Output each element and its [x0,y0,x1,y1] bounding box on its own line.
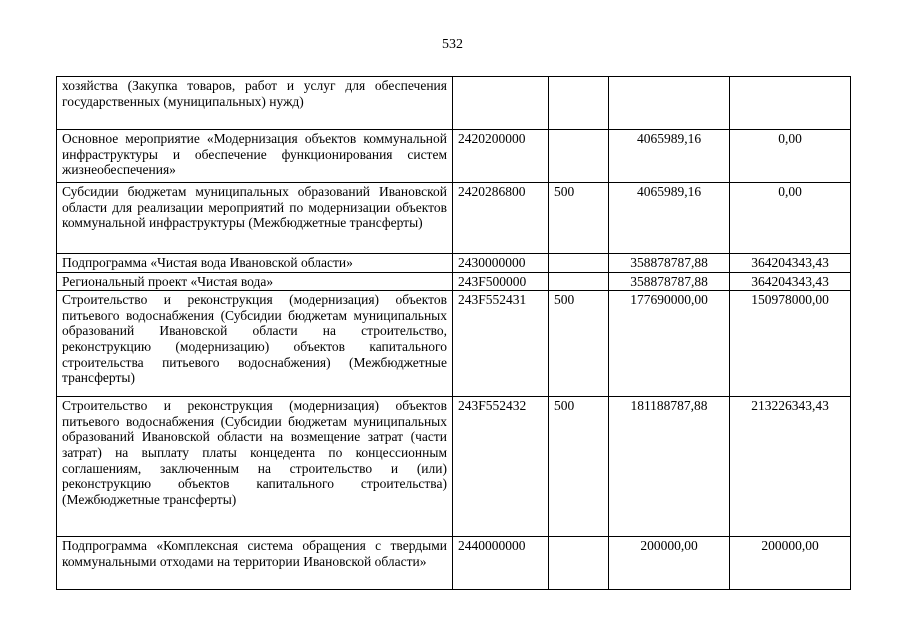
row-amount-1-cell: 177690000,00 [609,291,730,397]
row-code-cell: 2430000000 [453,254,549,273]
row-code-cell: 243F500000 [453,272,549,291]
row-amount-1-cell: 358878787,88 [609,272,730,291]
row-name-cell: Строительство и реконструкция (модернизация) объектов питьевого водоснабжения (Субсидии бюджетам муниципальных образований Ивановской области на строительство, реконструкцию (модернизацию) объектов капитального строительства питьевого водоснабжения) (Межбюджетные трансферты) [57,291,453,397]
row-amount-2-cell: 364204343,43 [730,272,851,291]
row-amount-2-cell: 0,00 [730,130,851,183]
row-code-cell: 2420200000 [453,130,549,183]
row-amount-1-cell: 181188787,88 [609,397,730,537]
row-name-cell: Подпрограмма «Комплексная система обращения с твердыми коммунальными отходами на территории Ивановской области» [57,537,453,590]
row-amount-2-cell: 213226343,43 [730,397,851,537]
row-name-cell: Подпрограмма «Чистая вода Ивановской области» [57,254,453,273]
row-expense-type-cell [549,272,609,291]
row-name-cell: хозяйства (Закупка товаров, работ и услуг для обеспечения государственных (муниципальных) нужд) [57,77,453,130]
table-row [57,272,851,291]
row-name-cell: Региональный проект «Чистая вода» [57,272,453,291]
row-amount-2-cell [730,77,851,130]
row-amount-2-cell: 200000,00 [730,537,851,590]
row-expense-type-cell [549,254,609,273]
table-row [57,130,851,183]
row-name-cell: Субсидии бюджетам муниципальных образований Ивановской области для реализации мероприятий по модернизации объектов коммунальной инфраструктуры (Межбюджетные трансферты) [57,183,453,254]
row-name-cell: Основное мероприятие «Модернизация объектов коммунальной инфраструктуры и обеспечение функционирования систем жизнеобеспечения» [57,130,453,183]
row-code-cell [453,77,549,130]
budget-table [56,76,851,590]
table-row [57,397,851,537]
row-amount-1-cell: 358878787,88 [609,254,730,273]
table-row [57,183,851,254]
table-row [57,254,851,273]
row-expense-type-cell: 500 [549,183,609,254]
row-expense-type-cell [549,77,609,130]
row-amount-1-cell: 200000,00 [609,537,730,590]
row-expense-type-cell [549,130,609,183]
row-amount-1-cell: 4065989,16 [609,130,730,183]
row-code-cell: 2420286800 [453,183,549,254]
row-amount-2-cell: 0,00 [730,183,851,254]
table-row [57,537,851,590]
page-number: 532 [442,37,463,52]
row-code-cell: 243F552432 [453,397,549,537]
table-row [57,291,851,397]
row-expense-type-cell [549,537,609,590]
table-row [57,77,851,130]
row-amount-1-cell: 4065989,16 [609,183,730,254]
row-amount-2-cell: 364204343,43 [730,254,851,273]
row-expense-type-cell: 500 [549,397,609,537]
row-expense-type-cell: 500 [549,291,609,397]
row-code-cell: 2440000000 [453,537,549,590]
row-amount-2-cell: 150978000,00 [730,291,851,397]
row-name-cell: Строительство и реконструкция (модернизация) объектов питьевого водоснабжения (Субсидии бюджетам муниципальных образований Ивановской области на возмещение затрат (части затрат) на выплату платы концедента по концессионным соглашениям, заключенным на строительство и (или) реконструкцию объектов капитального строительства) (Межбюджетные трансферты) [57,397,453,537]
row-amount-1-cell [609,77,730,130]
row-code-cell: 243F552431 [453,291,549,397]
